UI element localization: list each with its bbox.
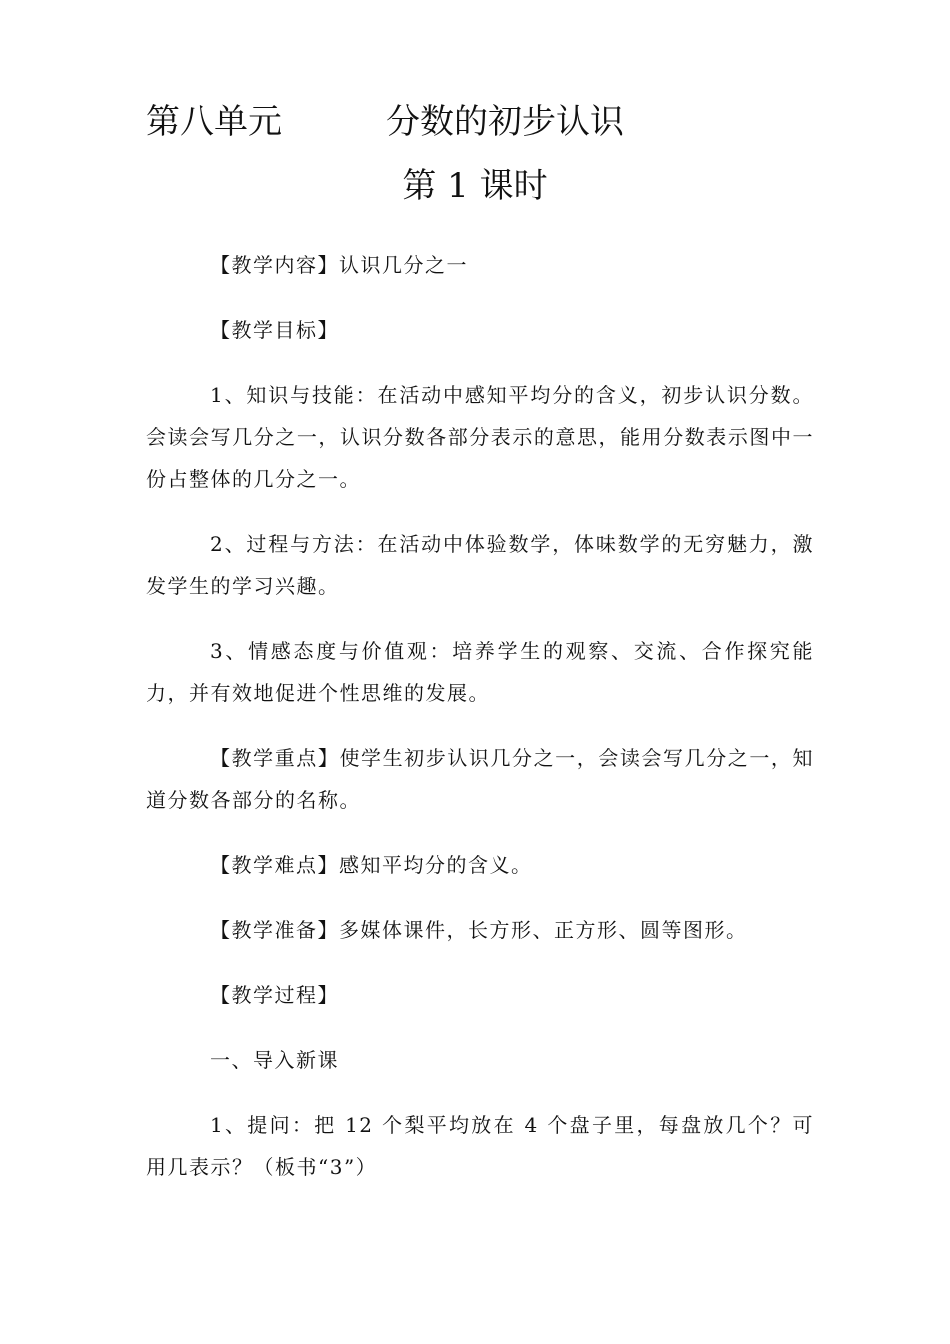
step-1-item-1: 1、提问：把 12 个梨平均放在 4 个盘子里，每盘放几个？可用几表示？（板书“3”） <box>146 1113 814 1179</box>
document-title <box>146 96 624 148</box>
teaching-difficulty: 【教学难点】感知平均分的含义。 <box>210 853 533 877</box>
teaching-key-point: 【教学重点】使学生初步认识几分之一，会读会写几分之一，知道分数各部分的名称。 <box>146 746 814 812</box>
lesson-title: 第 1 课时 <box>402 166 548 206</box>
goal-attitude: 3、情感态度与价值观：培养学生的观察、交流、合作探究能力，并有效地促进个性思维的发展。 <box>146 639 814 705</box>
teaching-content: 【教学内容】认识几分之一 <box>210 253 468 277</box>
teaching-preparation: 【教学准备】多媒体课件，长方形、正方形、圆等图形。 <box>210 918 748 942</box>
teaching-process-heading: 【教学过程】 <box>210 983 339 1007</box>
teaching-goals-heading: 【教学目标】 <box>210 318 339 342</box>
goal-knowledge: 1、知识与技能：在活动中感知平均分的含义，初步认识分数。会读会写几分之一，认识分数各部分表示的意思，能用分数表示图中一份占整体的几分之一。 <box>146 383 814 491</box>
document-body <box>146 244 814 1211</box>
step-1-heading: 一、导入新课 <box>210 1048 339 1072</box>
unit-title: 第八单元 <box>146 102 282 142</box>
goal-process: 2、过程与方法：在活动中体验数学，体味数学的无穷魅力，激发学生的学习兴趣。 <box>146 532 814 598</box>
subject-title: 分数的初步认识 <box>386 102 624 142</box>
